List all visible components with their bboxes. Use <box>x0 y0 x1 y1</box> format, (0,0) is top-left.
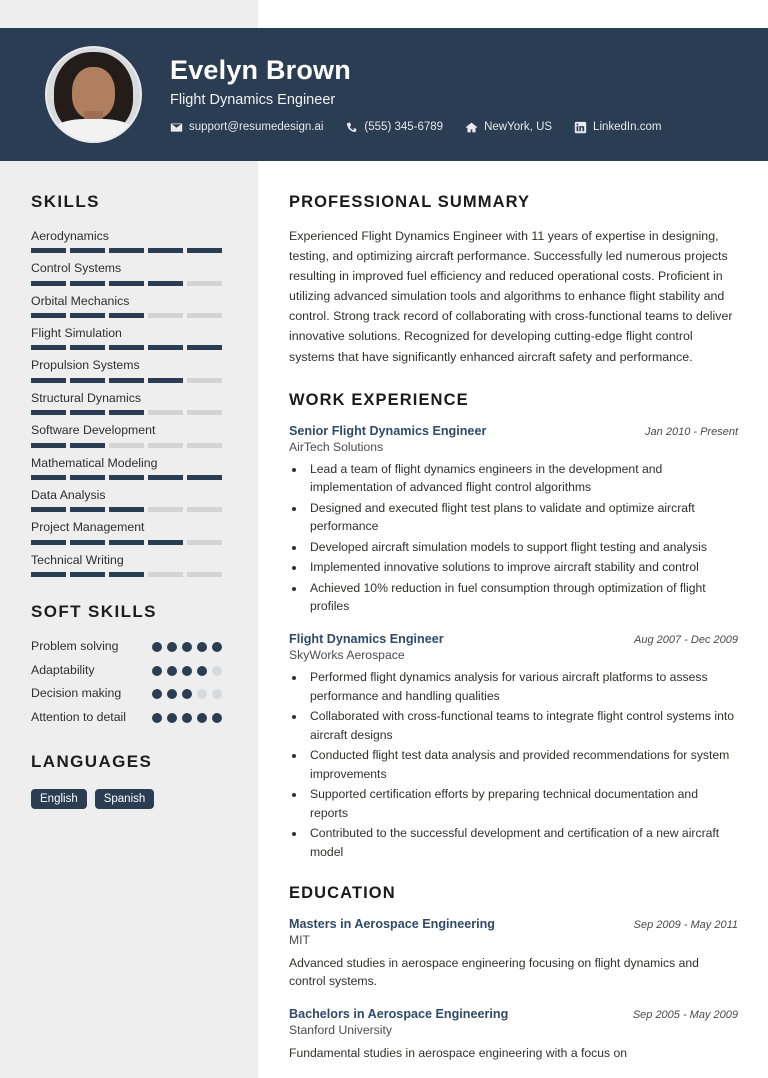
soft-skill-rating <box>152 686 222 699</box>
skill-label: Software Development <box>31 423 156 438</box>
bullet-item: • Lead a team of flight dynamics engineers in the development and implementation of advanced flight control algorithms <box>306 460 738 497</box>
bullet-item: • Conducted flight test data analysis and provided recommendations for system improvements <box>306 746 738 783</box>
skill-segment <box>31 475 66 480</box>
skill-segment <box>148 475 183 480</box>
skill-segment <box>187 540 222 545</box>
avatar-shirt <box>56 119 130 141</box>
skill-row <box>31 456 228 480</box>
education-school: Stanford University <box>289 1023 392 1038</box>
contact-phone-text: (555) 345-6789 <box>364 121 444 134</box>
skill-segment <box>109 378 144 383</box>
bullet-item: • Achieved 10% reduction in fuel consumption through optimization of flight profiles <box>306 579 738 616</box>
skill-segment <box>31 443 66 448</box>
skill-level-bar <box>31 248 222 253</box>
soft-skill-label: Attention to detail <box>31 710 127 725</box>
skill-label: Orbital Mechanics <box>31 293 130 308</box>
education-degree: Masters in Aerospace Engineering <box>289 916 495 931</box>
skill-row <box>31 261 228 285</box>
rating-dot <box>182 713 192 723</box>
skill-segment <box>70 507 105 512</box>
skill-level-bar <box>31 313 222 318</box>
contact-linkedin-text: LinkedIn.com <box>593 121 662 134</box>
skill-label: Data Analysis <box>31 487 106 502</box>
rating-dot <box>167 689 177 699</box>
education-date: Sep 2005 - May 2009 <box>632 1009 738 1022</box>
skill-segment <box>148 410 183 415</box>
skill-segment <box>109 281 144 286</box>
rating-dot <box>167 713 177 723</box>
soft-skill-label: Adaptability <box>31 662 95 677</box>
skill-segment <box>31 313 66 318</box>
rating-dot <box>167 642 177 652</box>
work-entry-header <box>289 424 738 438</box>
soft-skill-row <box>31 686 222 702</box>
skill-segment <box>187 281 222 286</box>
skill-level-bar <box>31 540 222 545</box>
contact-email[interactable] <box>170 121 323 134</box>
skill-label: Structural Dynamics <box>31 390 142 405</box>
skill-segment <box>31 281 66 286</box>
skill-segment <box>148 507 183 512</box>
education-degree: Bachelors in Aerospace Engineering <box>289 1007 509 1022</box>
soft-skill-row <box>31 710 222 726</box>
soft-skills-section <box>31 602 228 726</box>
skill-level-bar <box>31 572 222 577</box>
work-entry-header <box>289 632 738 646</box>
resume-header <box>0 28 768 161</box>
rating-dot <box>182 666 192 676</box>
skill-segment <box>70 540 105 545</box>
rating-dot <box>212 642 222 652</box>
work-experience-list <box>289 424 738 862</box>
skill-segment <box>31 378 66 383</box>
bullet-item: • Implemented innovative solutions to improve aircraft stability and control <box>306 558 738 577</box>
skill-segment <box>109 345 144 350</box>
soft-skill-rating <box>152 710 222 723</box>
contact-email-text: support@resumedesign.ai <box>189 121 324 134</box>
skill-segment <box>148 281 183 286</box>
soft-skill-rating <box>152 663 222 676</box>
linkedin-icon <box>574 121 587 134</box>
skill-segment <box>109 540 144 545</box>
work-entry-bullets <box>306 460 738 616</box>
envelope-icon <box>170 121 183 134</box>
bullet-item: • Performed flight dynamics analysis for various aircraft platforms to assess performance and handling qualities <box>306 668 738 705</box>
skill-segment <box>109 475 144 480</box>
languages-heading: LANGUAGES <box>31 751 153 771</box>
work-entry <box>289 424 738 616</box>
work-entry <box>289 632 738 861</box>
rating-dot <box>152 666 162 676</box>
contact-linkedin[interactable] <box>574 121 661 134</box>
skill-segment <box>148 345 183 350</box>
rating-dot <box>197 642 207 652</box>
summary-text: Experienced Flight Dynamics Engineer with 11 years of expertise in designing, testing, and optimizing aircraft performance. Successfully led numerous projects resulting in improved fuel efficiency and reduced operational costs. Proficient in utilizing advanced simulation tools and algorithms to enhance flight stability and control. Strong track record of collaborating with cross-functional teams to deliver innovative solutions. Recognized for developing cutting-edge flight control systems that have significantly enhanced aircraft safety and performance. <box>289 229 733 364</box>
education-list <box>289 917 738 1064</box>
skill-label: Technical Writing <box>31 552 124 567</box>
sidebar <box>0 161 258 809</box>
contact-phone[interactable] <box>345 121 443 134</box>
work-entry-date: Jan 2010 - Present <box>645 425 738 438</box>
education-entry <box>289 917 738 992</box>
skill-segment <box>31 572 66 577</box>
education-description: Advanced studies in aerospace engineering focusing on flight dynamics and control systems. <box>289 955 699 989</box>
education-date: Sep 2009 - May 2011 <box>633 918 738 931</box>
skill-segment <box>187 313 222 318</box>
skill-level-bar <box>31 410 222 415</box>
avatar <box>45 46 142 143</box>
work-entry-title: Flight Dynamics Engineer <box>289 632 444 647</box>
skill-label: Aerodynamics <box>31 229 109 243</box>
education-heading: EDUCATION <box>289 883 396 902</box>
language-tag: English <box>31 789 87 809</box>
languages-section <box>31 752 228 809</box>
language-tag: Spanish <box>95 789 155 809</box>
rating-dot <box>212 689 222 699</box>
skill-segment <box>31 507 66 512</box>
skill-segment <box>187 248 222 253</box>
skill-level-bar <box>31 378 222 383</box>
soft-skills-list <box>31 639 228 726</box>
page-title: Evelyn Brown <box>170 55 351 86</box>
skill-segment <box>187 345 222 350</box>
skill-segment <box>148 443 183 448</box>
skill-row <box>31 553 228 577</box>
bullet-item: • Developed aircraft simulation models to support flight testing and analysis <box>306 538 738 557</box>
skill-segment <box>148 248 183 253</box>
skill-segment <box>187 378 222 383</box>
skill-segment <box>187 443 222 448</box>
work-entry-bullets <box>306 668 738 861</box>
skills-heading: SKILLS <box>31 192 100 211</box>
skill-row <box>31 294 228 318</box>
skill-label: Flight Simulation <box>31 326 122 341</box>
rating-dot <box>197 689 207 699</box>
rating-dot <box>182 689 192 699</box>
skill-segment <box>70 378 105 383</box>
skill-segment <box>148 378 183 383</box>
bullet-item: • Collaborated with cross-functional teams to integrate flight control systems into aircraft designs <box>306 707 738 744</box>
skill-label: Propulsion Systems <box>31 358 140 373</box>
skill-segment <box>70 572 105 577</box>
rating-dot <box>167 666 177 676</box>
skill-segment <box>148 572 183 577</box>
skills-list <box>31 229 228 577</box>
language-tag-list <box>31 789 228 809</box>
summary-heading: PROFESSIONAL SUMMARY <box>289 193 531 211</box>
skill-label: Project Management <box>31 520 145 535</box>
education-entry <box>289 1007 738 1063</box>
skill-segment <box>187 507 222 512</box>
soft-skill-label: Decision making <box>31 686 122 701</box>
soft-skill-label: Problem solving <box>31 638 119 653</box>
skill-segment <box>70 475 105 480</box>
bullet-item: • Contributed to the successful development and certification of a new aircraft model <box>306 824 738 861</box>
work-entry-date: Aug 2007 - Dec 2009 <box>634 634 738 647</box>
main-content <box>258 161 768 1078</box>
skill-segment <box>109 248 144 253</box>
home-icon <box>465 121 478 134</box>
soft-skill-row <box>31 663 222 679</box>
skill-label: Mathematical Modeling <box>31 455 158 470</box>
phone-icon <box>345 121 358 134</box>
rating-dot <box>152 642 162 652</box>
skill-row <box>31 488 228 512</box>
rating-dot <box>182 642 192 652</box>
soft-skills-heading: SOFT SKILLS <box>31 601 157 621</box>
contact-location[interactable] <box>465 121 552 134</box>
work-entry-company: AirTech Solutions <box>289 439 384 454</box>
skill-segment <box>70 248 105 253</box>
skill-segment <box>70 313 105 318</box>
skill-row <box>31 391 228 415</box>
education-school: MIT <box>289 932 310 947</box>
skill-segment <box>31 248 66 253</box>
work-entry-title: Senior Flight Dynamics Engineer <box>289 423 487 438</box>
skill-row <box>31 326 228 350</box>
rating-dot <box>212 666 222 676</box>
soft-skill-rating <box>152 639 222 652</box>
skill-segment <box>109 443 144 448</box>
skill-row <box>31 358 228 382</box>
skill-level-bar <box>31 345 222 350</box>
education-entry-header <box>289 917 738 931</box>
header-job-title: Flight Dynamics Engineer <box>170 91 336 108</box>
skill-segment <box>109 507 144 512</box>
skill-row <box>31 423 228 447</box>
skill-segment <box>109 313 144 318</box>
skill-segment <box>31 540 66 545</box>
skill-level-bar <box>31 475 222 480</box>
skill-segment <box>148 540 183 545</box>
skill-segment <box>70 345 105 350</box>
skill-segment <box>31 410 66 415</box>
skill-segment <box>70 281 105 286</box>
skill-segment <box>148 313 183 318</box>
work-heading: WORK EXPERIENCE <box>289 390 469 409</box>
skill-row <box>31 229 228 253</box>
skill-segment <box>187 572 222 577</box>
skill-segment <box>187 475 222 480</box>
work-entry-company: SkyWorks Aerospace <box>289 648 405 663</box>
skill-segment <box>187 410 222 415</box>
education-description: Fundamental studies in aerospace engineering with a focus on <box>289 1046 628 1061</box>
skill-level-bar <box>31 507 222 512</box>
skill-segment <box>70 410 105 415</box>
skill-segment <box>109 410 144 415</box>
skill-segment <box>70 443 105 448</box>
contact-location-text: NewYork, US <box>484 121 553 134</box>
bullet-item: • Designed and executed flight test plans to validate and optimize aircraft performance <box>306 499 738 536</box>
contact-list <box>170 121 661 134</box>
skill-row <box>31 520 228 544</box>
skill-level-bar <box>31 281 222 286</box>
rating-dot <box>212 713 222 723</box>
skill-label: Control Systems <box>31 261 122 276</box>
rating-dot <box>152 689 162 699</box>
rating-dot <box>197 666 207 676</box>
bullet-item: • Supported certification efforts by preparing technical documentation and reports <box>306 785 738 822</box>
header-text-block <box>170 55 661 133</box>
skill-level-bar <box>31 443 222 448</box>
rating-dot <box>197 713 207 723</box>
soft-skill-row <box>31 639 222 655</box>
skill-segment <box>31 345 66 350</box>
rating-dot <box>152 713 162 723</box>
skill-segment <box>109 572 144 577</box>
education-entry-header <box>289 1007 738 1021</box>
